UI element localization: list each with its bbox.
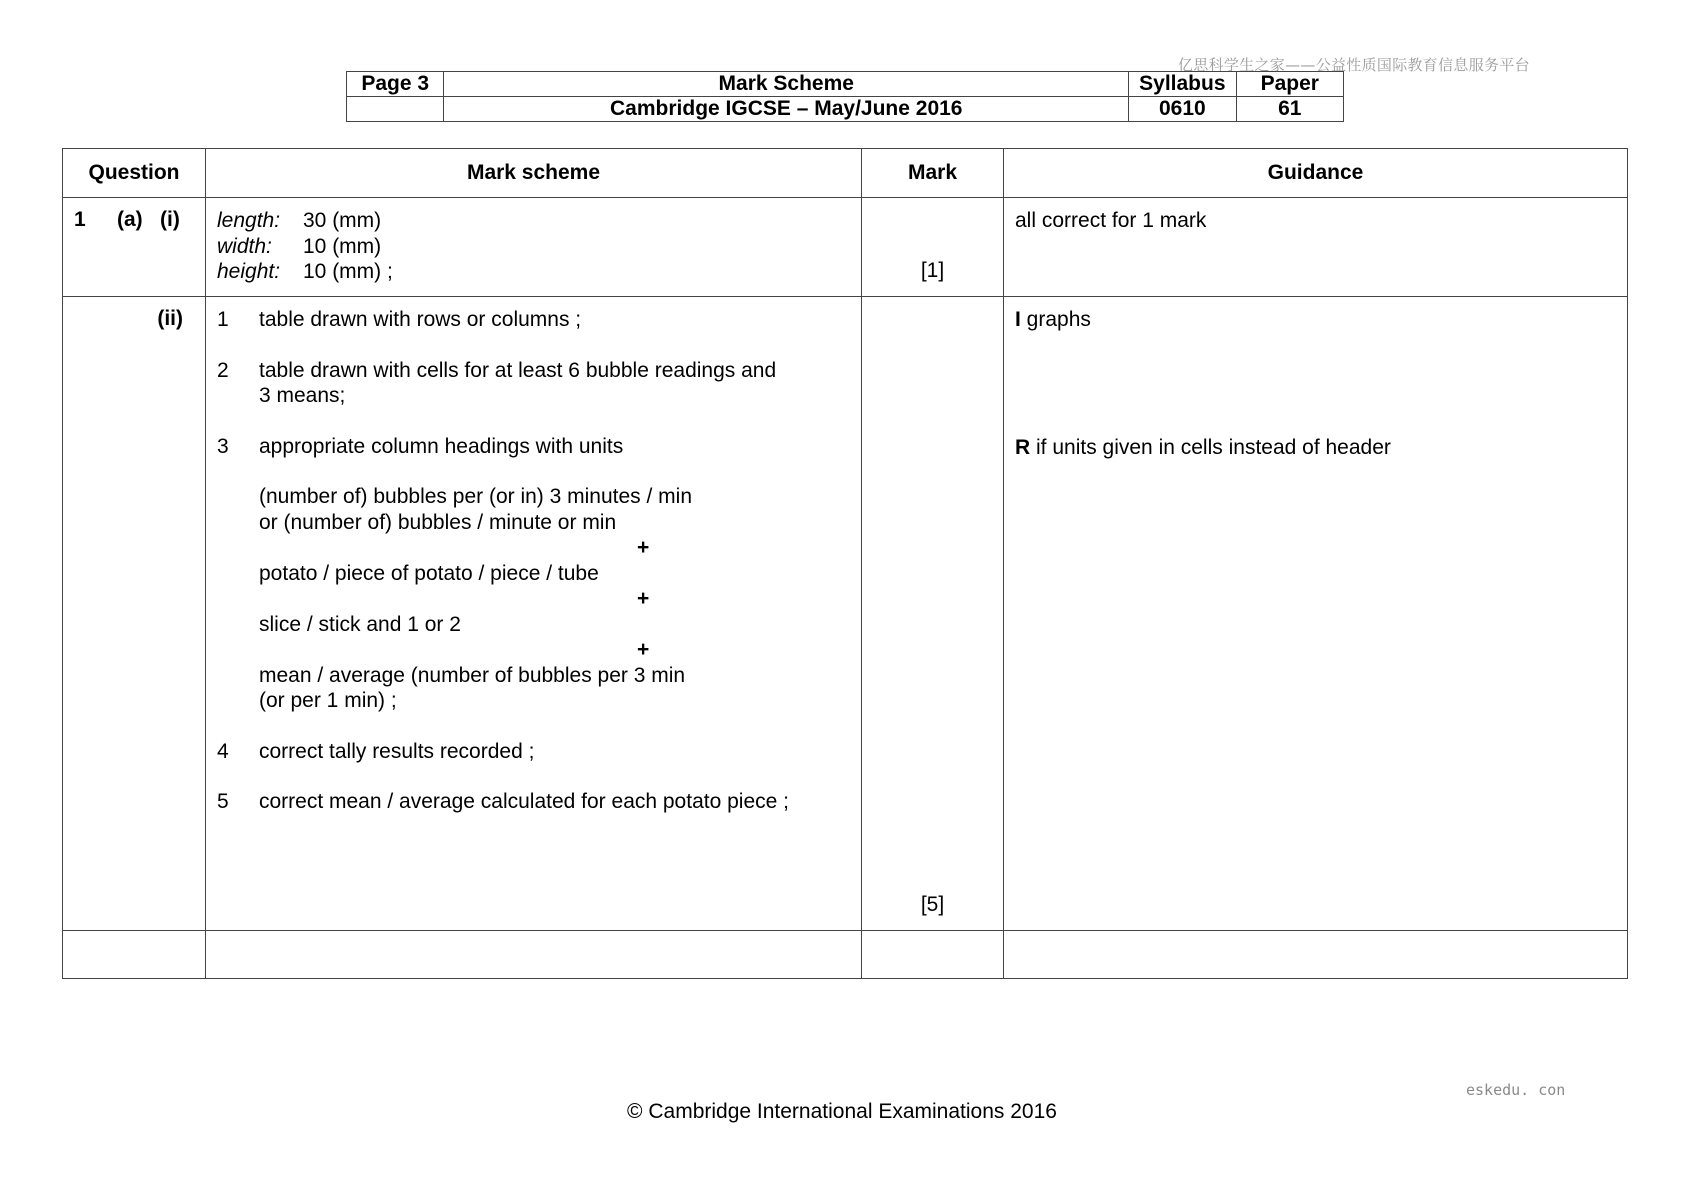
table-row (63, 297, 1628, 931)
header-empty-cell (347, 97, 444, 122)
list-item: 5 correct mean / average calculated for each potato piece ; (217, 790, 789, 813)
mark-scheme-table (62, 148, 1628, 979)
mark-value: [5] (920, 893, 945, 916)
height-value: 10 (mm) ; (303, 260, 393, 283)
list-item: 4 correct tally results recorded ; (217, 739, 535, 763)
copyright-footer: © Cambridge International Examinations 2016 (627, 1100, 1057, 1123)
question-part: (a) (117, 208, 143, 231)
column-header-mark-scheme: Mark scheme (206, 149, 862, 198)
plus-symbol: + (637, 638, 650, 661)
column-header-mark: Mark (862, 149, 1004, 198)
guidance-text: all correct for 1 mark (1015, 209, 1207, 232)
plus-symbol: + (637, 536, 650, 559)
list-item: 3 appropriate column headings with units (217, 434, 624, 458)
question-cell (63, 297, 206, 931)
guidance-text: R if units given in cells instead of header (1015, 435, 1391, 459)
guidance-text: I graphs (1015, 308, 1091, 331)
mark-scheme-cell (206, 198, 862, 297)
syllabus-code: 0610 (1129, 97, 1236, 122)
height-label: height: (217, 260, 281, 283)
list-item: 1 table drawn with rows or columns ; (217, 308, 582, 331)
syllabus-label: Syllabus (1129, 72, 1236, 97)
column-header-question: Question (63, 149, 206, 198)
length-value: 30 (mm) (303, 209, 382, 232)
page-number: Page 3 (347, 72, 444, 97)
header-table (346, 71, 1344, 122)
watermark-top: 亿思科学生之家——公益性质国际教育信息服务平台 (1178, 56, 1530, 74)
watermark-bottom: eskedu. con (1466, 1081, 1566, 1099)
question-cell (63, 198, 206, 297)
plus-symbol: + (637, 587, 650, 610)
guidance-cell (1004, 297, 1628, 931)
guidance-cell (1004, 198, 1628, 297)
table-row-empty (63, 931, 1628, 979)
document-title: Mark Scheme (444, 72, 1129, 97)
width-label: width: (217, 234, 272, 258)
question-subpart: (i) (160, 208, 180, 231)
mark-cell (862, 297, 1004, 931)
headings-detail: (number of) bubbles per (or in) 3 minutes / min or (number of) bubbles / minute or min + potato / piece of potato / piece / tube + slice / stick and 1 or 2 + mean / average (number of bubbles per 3 min (or per 1 min) ; (217, 484, 850, 714)
question-subpart: (ii) (157, 307, 183, 330)
paper-number: 61 (1236, 97, 1343, 122)
list-item: 2 table drawn with cells for at least 6 bubble readings and 3 means; (217, 358, 777, 407)
question-number: 1 (74, 208, 86, 231)
mark-value: [1] (920, 259, 945, 282)
document-subtitle: Cambridge IGCSE – May/June 2016 (444, 97, 1129, 122)
length-label: length: (217, 209, 281, 232)
mark-cell (862, 198, 1004, 297)
width-value: 10 (mm) (303, 234, 382, 258)
table-row (63, 198, 1628, 297)
mark-scheme-cell (206, 297, 862, 931)
table-header-row (63, 149, 1628, 198)
column-header-guidance: Guidance (1004, 149, 1628, 198)
paper-label: Paper (1236, 72, 1343, 97)
